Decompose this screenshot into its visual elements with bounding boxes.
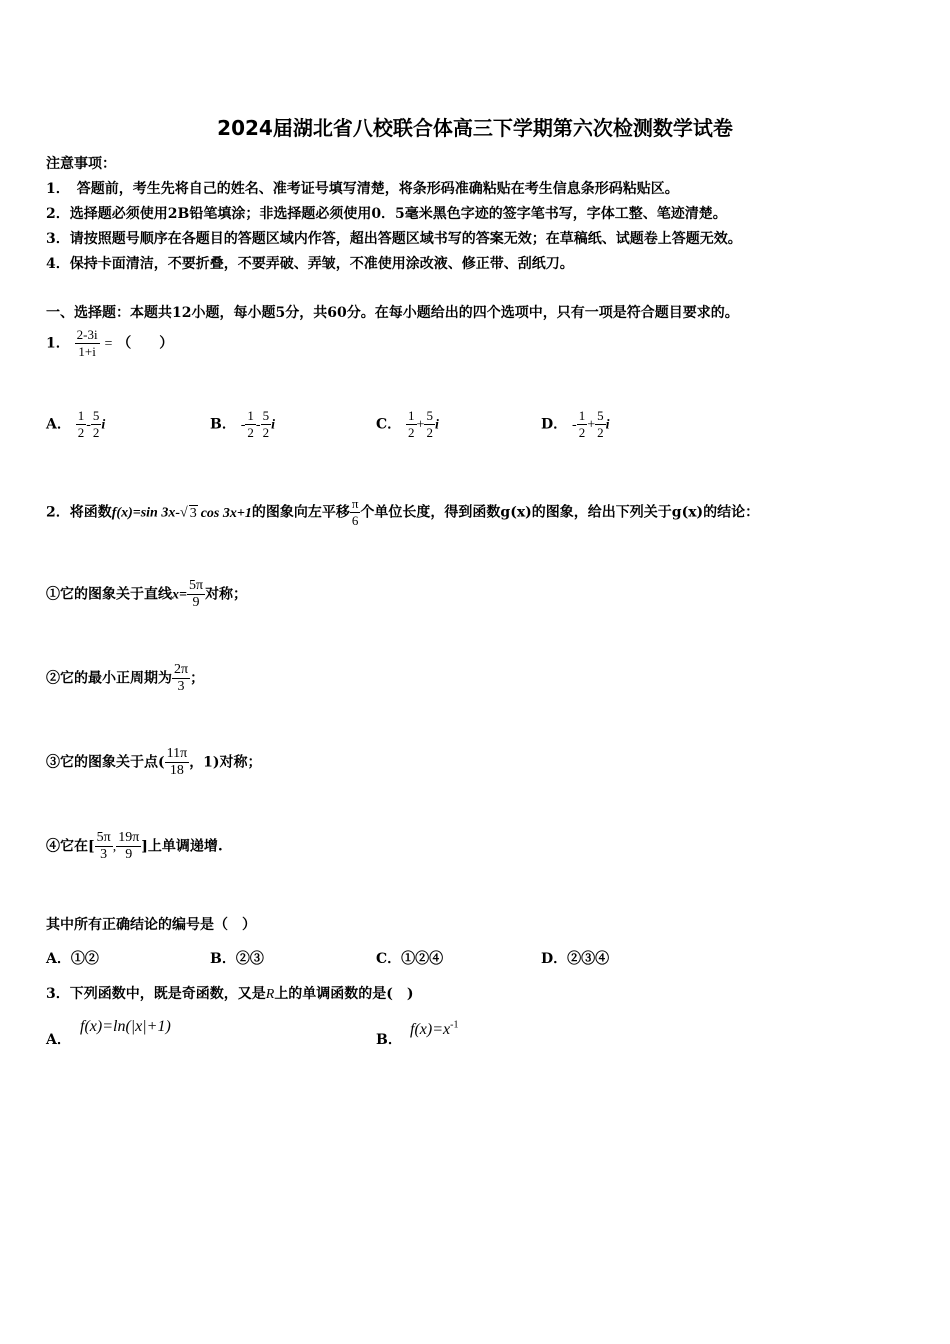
numerator: 5: [262, 408, 270, 423]
option-value: ②③: [235, 951, 264, 967]
conclusion-4: [46, 830, 223, 863]
option-d: [541, 408, 609, 441]
fraction: [165, 746, 190, 779]
numerator: 1: [578, 408, 586, 423]
numerator: 1: [247, 408, 254, 423]
q2-function: f(x)=sin 3x-: [111, 505, 180, 521]
numerator: 19π: [118, 830, 140, 845]
conclusion-text: ；: [190, 670, 205, 687]
imaginary-unit: i: [605, 417, 610, 433]
q1-answer-blank: （ ）: [117, 335, 174, 352]
fraction: [95, 830, 113, 863]
numerator: 5π: [188, 578, 204, 593]
denominator: 2: [77, 425, 85, 440]
numerator: 11π: [166, 746, 188, 761]
conclusion-text: ①它的图象关于直线: [46, 586, 172, 603]
operator: +: [587, 417, 596, 433]
option-label: A．: [46, 951, 71, 967]
fraction: [172, 662, 190, 695]
numerator: 5: [426, 408, 433, 423]
notice-item: 2．选择题必须使用2B铅笔填涂；非选择题必须使用0．5毫米黑色字迹的签字笔书写，字体工整、笔迹清楚。: [46, 206, 727, 222]
numerator: 1: [408, 408, 415, 423]
q2-ask: 其中所有正确结论的编号是（ ）: [46, 917, 256, 933]
conclusion-1: [46, 578, 247, 611]
notice-item: 1． 答题前，考生先将自己的姓名、准考证号填写清楚，将条形码准确粘贴在考生信息条形码粘贴区。: [46, 181, 679, 197]
numerator: 5: [92, 408, 100, 423]
conclusion-text: ，1)对称；: [189, 754, 262, 771]
denominator: 9: [125, 847, 133, 862]
numerator: 2π: [174, 662, 189, 677]
option-label: C．: [376, 951, 402, 967]
option-label: B．: [210, 951, 236, 967]
q2-mid: 的图象向左平移: [251, 504, 350, 521]
numerator: 5: [597, 408, 604, 423]
numerator: 1: [77, 408, 85, 423]
denominator: 2: [247, 425, 254, 440]
fraction: [116, 830, 141, 863]
set-R: R: [265, 987, 275, 1002]
option-label: D．: [541, 416, 568, 433]
sign: -: [240, 417, 246, 433]
option-value: ①②: [70, 951, 99, 967]
option-label: C．: [376, 416, 402, 433]
exponent: -1: [450, 1019, 459, 1031]
denominator: 18: [169, 763, 184, 778]
denominator: 2: [426, 425, 433, 440]
conclusion-text: ]上单调递增.: [141, 838, 223, 855]
fraction: [187, 578, 205, 611]
question-2: 2．将函数f(x)=sin 3x-√ 3 cos 3x+1的图象向左平移 $\frac{\pi}{6}$ 个单位长度，得到函数g(x)的图象，给出下列关于g(x)的结论：: [46, 496, 760, 528]
shift-fraction: [350, 496, 361, 529]
q2-prefix: 2．将函数: [46, 504, 112, 521]
option-label: B．: [210, 416, 236, 433]
q1-denominator: 1+i: [78, 344, 96, 359]
q2-suffix: 个单位长度，得到函数g(x)的图象，给出下列关于g(x)的结论：: [360, 504, 760, 521]
imaginary-unit: i: [271, 417, 275, 433]
imaginary-unit: i: [101, 417, 106, 433]
notice-item: 3．请按照题号顺序在各题目的答题区域内作答，超出答题区域书写的答案无效；在草稿纸、试题卷上答题无效。: [46, 231, 742, 247]
option-b-expression: [410, 1019, 458, 1039]
sqrt-radicand: 3: [189, 505, 197, 521]
option-c: [376, 408, 439, 441]
fraction: [245, 408, 256, 441]
option-a: [46, 1029, 71, 1049]
notice-item: 4．保持卡面清洁，不要折叠，不要弄破、弄皱，不准使用涂改液、修正带、刮纸刀。: [46, 256, 574, 272]
numerator: π: [351, 496, 359, 511]
operator: -: [86, 417, 91, 433]
separator: ,: [112, 839, 117, 855]
q1-numerator: 2-3i: [76, 327, 98, 342]
q3-stem: 上的单调函数的是( ): [274, 986, 414, 1002]
q1-equals: =: [104, 336, 113, 352]
expression: f(x)=ln(|x|+1): [80, 1018, 171, 1035]
question-1: [46, 327, 173, 360]
option-b: [376, 1029, 402, 1049]
conclusion-text: ④它在[: [46, 838, 95, 855]
conclusion-2: [46, 662, 204, 695]
q1-fraction: [75, 327, 100, 360]
fraction: [424, 408, 435, 441]
question-number: 1．: [46, 335, 70, 352]
denominator: 2: [578, 425, 586, 440]
fraction: [91, 408, 102, 441]
section-heading: 一、选择题：本题共12小题，每小题5分，共60分。在每小题给出的四个选项中，只有一项是符合题目要求的。: [46, 305, 739, 321]
expression: f(x)=x: [410, 1021, 451, 1038]
q3-stem: 3．下列函数中，既是奇函数，又是: [46, 986, 266, 1002]
fraction: [261, 408, 272, 441]
option-a: [46, 948, 99, 968]
conclusion-text: 对称；: [205, 586, 248, 603]
denominator: 9: [192, 595, 200, 610]
fraction: [76, 408, 87, 441]
denominator: 2: [408, 425, 415, 440]
option-label: A．: [46, 416, 71, 433]
option-value: ②③④: [567, 951, 610, 967]
option-label: B．: [376, 1032, 402, 1048]
variable: x=: [172, 587, 187, 603]
denominator: 6: [351, 513, 359, 528]
notice-heading: 注意事项：: [46, 156, 116, 172]
denominator: 2: [597, 425, 604, 440]
imaginary-unit: i: [434, 417, 439, 433]
fraction: [577, 408, 588, 441]
conclusion-text: ③它的图象关于点(: [46, 754, 165, 771]
sign: -: [572, 417, 577, 433]
numerator: 5π: [96, 830, 111, 845]
fraction: [595, 408, 606, 441]
operator: -: [255, 417, 261, 433]
option-label: A．: [46, 1032, 71, 1048]
denominator: 3: [177, 679, 185, 694]
option-d: [541, 948, 609, 968]
option-a-expression: [80, 1016, 171, 1036]
denominator: 3: [100, 847, 108, 862]
conclusion-3: [46, 746, 262, 779]
conclusion-text: ②它的最小正周期为: [46, 670, 172, 687]
option-value: ①②④: [401, 951, 444, 967]
option-label: D．: [541, 951, 568, 967]
fraction: [406, 408, 417, 441]
page-title: 2024届湖北省八校联合体高三下学期第六次检测数学试卷: [217, 116, 733, 140]
question-3: [46, 983, 414, 1003]
option-c: [376, 948, 443, 968]
denominator: 2: [92, 425, 100, 440]
denominator: 2: [262, 425, 270, 440]
operator: +: [416, 417, 425, 433]
option-a: [46, 408, 105, 441]
q2-function-tail: cos 3x+1: [200, 505, 252, 521]
option-b: [210, 948, 264, 968]
option-b: [210, 408, 275, 441]
